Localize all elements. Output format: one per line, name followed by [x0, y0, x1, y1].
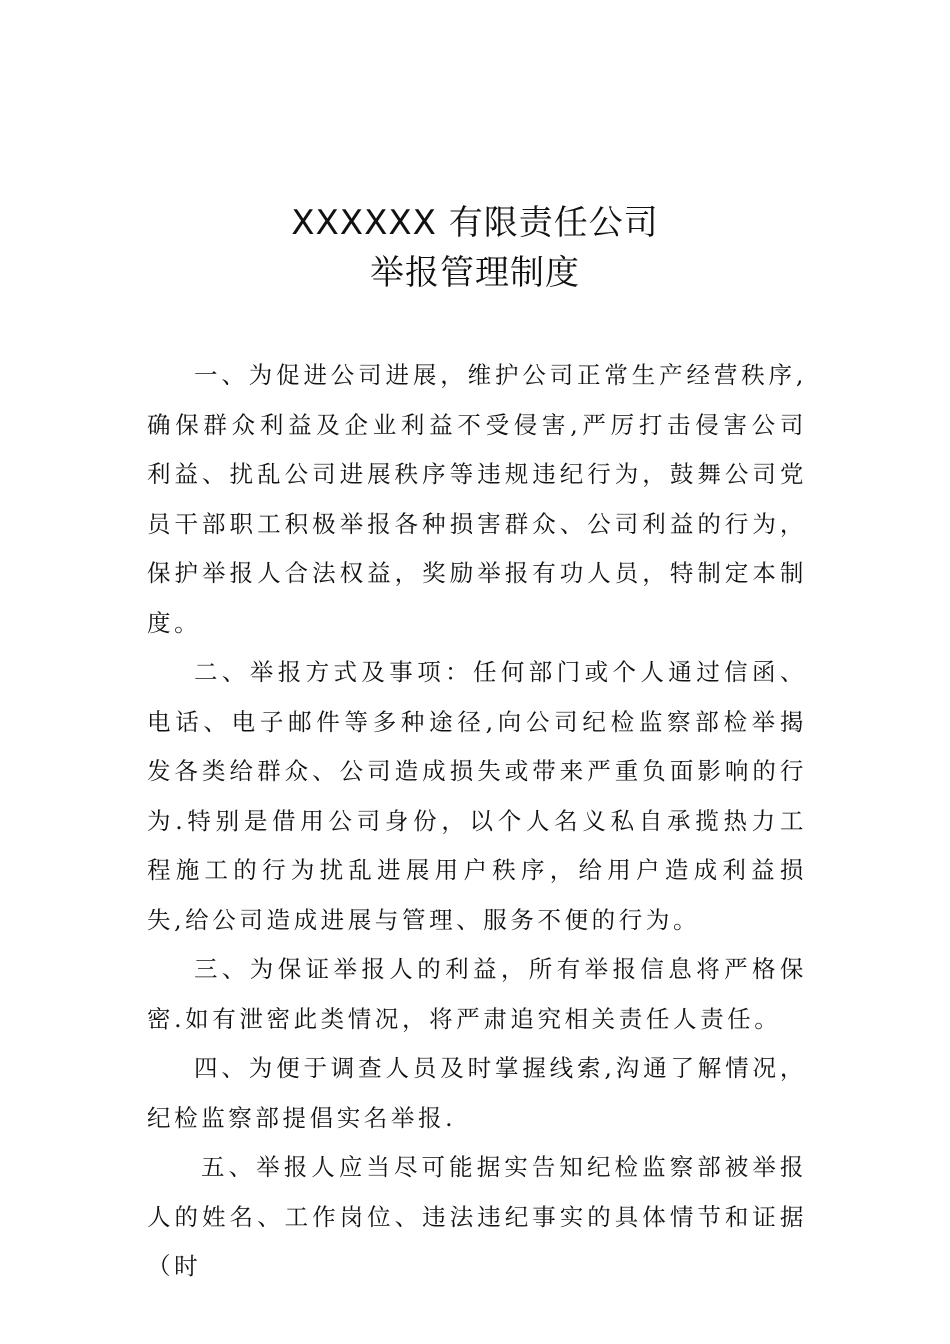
paragraph-4: 四、为便于调查人员及时掌握线索,沟通了解情况，纪检监察部提倡实名举报.	[147, 1054, 807, 1132]
paragraph-2: 二、举报方式及事项：任何部门或个人通过信函、电话、电子邮件等多种途径,向公司纪检监察部检举揭发各类给群众、公司造成损失或带来严重负面影响的行为.特别是借用公司身份，以个人名义私自承揽热力工程施工的行为扰乱进展用户秩序，给用户造成利益损失,给公司造成进展与管理、服务不便的行为。	[147, 658, 807, 934]
paragraph-1: 一、为促进公司进展，维护公司正常生产经营秩序,确保群众利益及企业利益不受侵害,严厉打击侵害公司利益、扰乱公司进展秩序等违规违纪行为，鼓舞公司党员干部职工积极举报各种损害群众、公司利益的行为，保护举报人合法权益，奖励举报有功人员，特制定本制度。	[147, 361, 807, 637]
title-regulation-name: 举报管理制度	[370, 253, 580, 293]
paragraph-5: 五、举报人应当尽可能据实告知纪检监察部被举报人的姓名、工作岗位、违法违纪事实的具体情节和证据（时	[147, 1153, 807, 1280]
title-company-name: XXXXXX 有限责任公司	[291, 203, 659, 243]
document-body	[147, 351, 807, 1292]
document-title	[0, 198, 950, 298]
paragraph-3: 三、为保证举报人的利益，所有举报信息将严格保密.如有泄密此类情况，将严肃追究相关责任人责任。	[147, 955, 807, 1033]
